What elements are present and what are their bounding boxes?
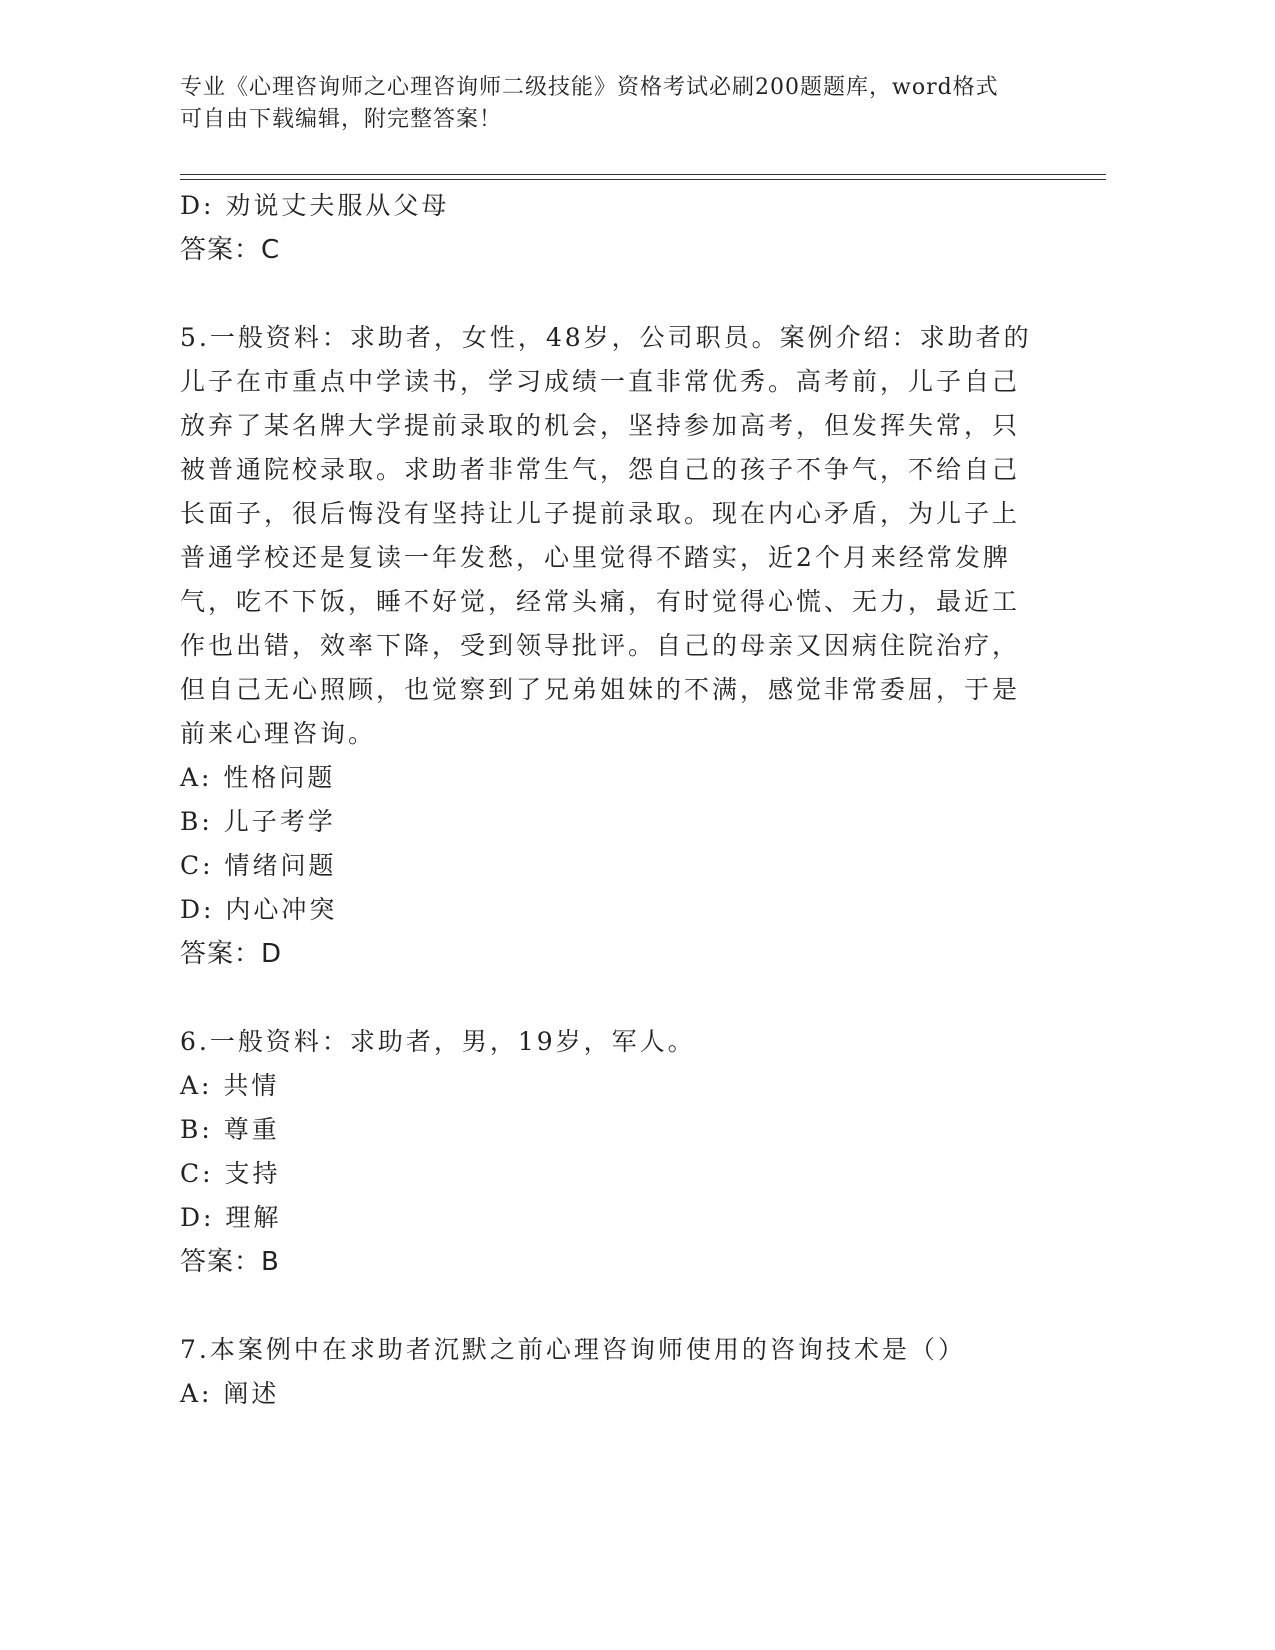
- q6-text: 6.一般资料：求助者，男，19岁，军人。: [180, 1027, 696, 1056]
- q7-text: 7.本案例中在求助者沉默之前心理咨询师使用的咨询技术是（）: [180, 1335, 966, 1364]
- q5-text-line-2: 儿子在市重点中学读书，学习成绩一直非常优秀。高考前，儿子自己: [180, 367, 1021, 396]
- q5-text-line-9: 但自己无心照顾，也觉察到了兄弟姐妹的不满，感觉非常委屈，于是: [180, 675, 1021, 704]
- question-7: [180, 1328, 1030, 1416]
- q5-option-b: B: 儿子考学: [180, 807, 336, 836]
- question-6: [180, 1020, 1030, 1284]
- q6-answer: 答案：B: [180, 1247, 280, 1277]
- q5-text-line-4: 被普通院校录取。求助者非常生气，怨自己的孩子不争气，不给自己: [180, 455, 1021, 484]
- q5-option-a: A: 性格问题: [180, 763, 336, 792]
- q5-text-line-3: 放弃了某名牌大学提前录取的机会，坚持参加高考，但发挥失常，只: [180, 411, 1021, 440]
- q5-text-line-1: 5.一般资料：求助者，女性，48岁，公司职员。案例介绍：求助者的: [180, 323, 1032, 352]
- document-body: [180, 184, 1030, 1416]
- q5-text-line-6: 普通学校还是复读一年发愁，心里觉得不踏实，近2个月来经常发脾: [180, 543, 1011, 572]
- q5-answer: 答案：D: [180, 939, 283, 969]
- header-line-1: 专业《心理咨询师之心理咨询师二级技能》资格考试必刷200题题库，word格式: [180, 75, 999, 100]
- question-5: [180, 316, 1030, 976]
- q5-text-line-7: 气，吃不下饭，睡不好觉，经常头痛，有时觉得心慌、无力，最近工: [180, 587, 1021, 616]
- q6-option-b: B: 尊重: [180, 1115, 280, 1144]
- document-header: [180, 72, 1040, 136]
- q5-text-line-5: 长面子，很后悔没有坚持让儿子提前录取。现在内心矛盾，为儿子上: [180, 499, 1021, 528]
- q6-option-a: A: 共情: [180, 1071, 280, 1100]
- q5-option-d: D: 内心冲突: [180, 895, 338, 924]
- q5-text-line-8: 作也出错，效率下降，受到领导批评。自己的母亲又因病住院治疗，: [180, 631, 1021, 660]
- q6-option-c: C: 支持: [180, 1159, 281, 1188]
- q6-option-d: D: 理解: [180, 1203, 282, 1232]
- q4-answer: 答案：C: [180, 235, 281, 265]
- header-line-2: 可自由下载编辑，附完整答案！: [180, 107, 503, 132]
- q5-text-line-10: 前来心理咨询。: [180, 719, 377, 748]
- question-4-tail: [180, 184, 1030, 272]
- q5-option-c: C: 情绪问题: [180, 851, 337, 880]
- header-divider: [180, 174, 1106, 180]
- q7-option-a: A: 阐述: [180, 1379, 280, 1408]
- q4-option-d: D: 劝说丈夫服从父母: [180, 191, 450, 220]
